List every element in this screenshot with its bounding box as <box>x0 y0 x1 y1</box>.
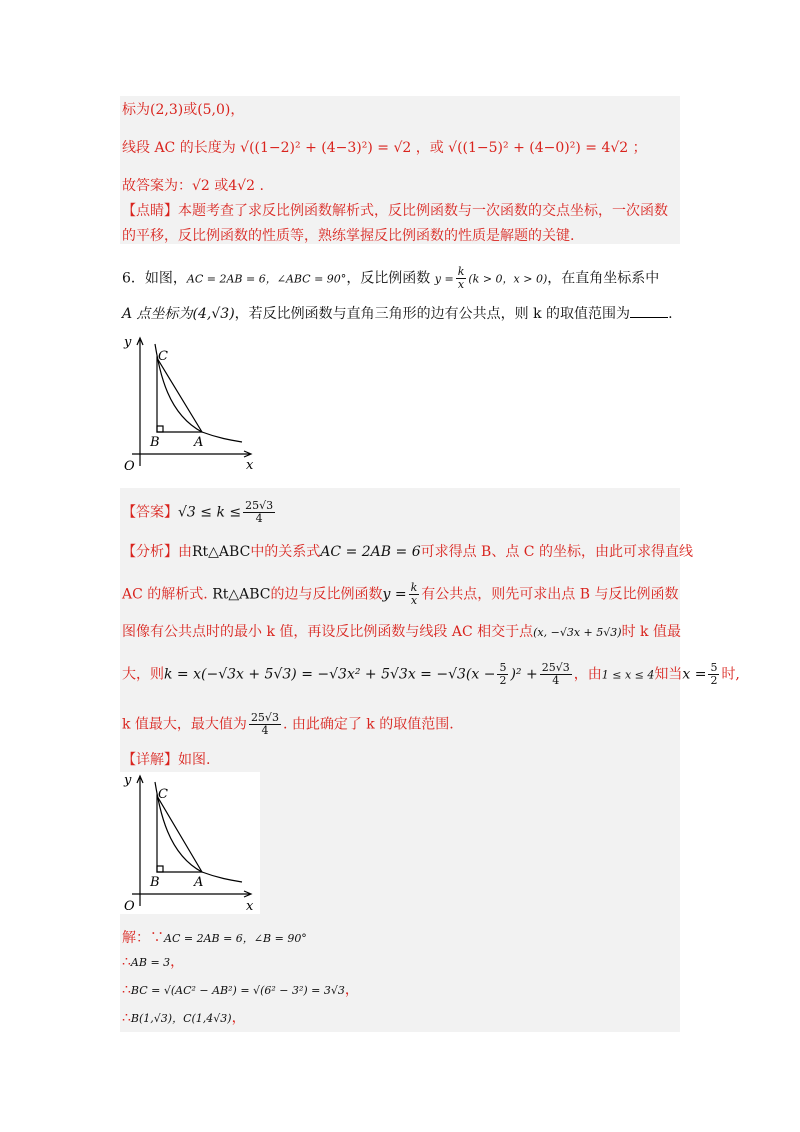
answer-line <box>122 500 277 525</box>
label-y: y <box>124 773 132 788</box>
fraction-numerator: 25√3 <box>541 661 570 674</box>
x-equals: x = <box>682 666 707 683</box>
max-value-fraction <box>540 662 572 687</box>
question-tail: ，在直角坐标系中 <box>547 270 660 287</box>
analysis-text: k 值最大，最大值为 <box>122 716 247 733</box>
label-origin: O <box>124 899 135 914</box>
bc-value: BC = √(AC² − AB²) = √(6² − 3²) = 3√3 <box>130 984 345 997</box>
func-numerator: k <box>457 265 465 278</box>
analysis-text: 可求得点 B、点 C 的坐标，由此可求得直线 <box>420 544 693 560</box>
fraction-denominator: 4 <box>552 674 560 687</box>
answer-lhs: √3 ≤ k ≤ <box>178 504 242 521</box>
right-triangle <box>157 796 202 872</box>
solution-comma: ， <box>344 982 359 998</box>
analysis-text: 时 k 值最 <box>621 624 681 640</box>
question-end: . <box>668 306 673 322</box>
solution-comma: ， <box>170 954 185 970</box>
func-denominator: x <box>410 594 418 607</box>
label-b: B <box>150 875 160 890</box>
question-ask: ，若反比例函数与直角三角形的边有公共点，则 k 的取值范围为 <box>234 306 631 322</box>
analysis-text: 图像有公共点时的最小 k 值， <box>122 624 308 640</box>
solution-given: AC = 2AB = 6，∠B = 90° <box>164 932 307 945</box>
k-expression-part: (x − <box>465 666 496 683</box>
point-a-coords: A 点坐标为(4,√3) <box>122 306 235 322</box>
solution-line-1 <box>122 928 307 949</box>
label-y: y <box>124 335 132 350</box>
analysis-label: 【分析】 <box>122 544 178 560</box>
analysis-line-5 <box>122 712 454 737</box>
ab-value: AB = 3 <box>130 956 171 969</box>
solution-comma: ， <box>231 1010 246 1026</box>
func-denominator: x <box>457 278 465 291</box>
answer-fraction <box>243 500 275 525</box>
analysis-text: 的边与反比例函数 <box>270 586 383 603</box>
solution-line-3 <box>122 980 359 1001</box>
analysis-text: 由 <box>178 544 192 560</box>
func-y: y = <box>434 272 454 286</box>
analysis-line-2 <box>122 582 678 607</box>
dianjing-label: 【点睛】 <box>122 203 178 219</box>
analysis-text: . 由此确定了 k 的取值范围. <box>282 716 454 733</box>
detail-line <box>122 750 210 770</box>
analysis-text: 大，则 <box>122 666 164 683</box>
right-triangle <box>157 358 202 432</box>
analysis-text: 时, <box>721 666 740 683</box>
coords-line: 标为(2,3)或(5,0)， <box>122 102 245 118</box>
label-a: A <box>194 435 204 450</box>
therefore-symbol: ∴ <box>122 954 131 970</box>
dianjing-line-1 <box>122 201 668 221</box>
k-expression-part: )² + <box>510 666 538 683</box>
k-expression: k = x(−√3x + 5√3) = −√3x² + 5√3x = −√3 <box>164 666 466 683</box>
detail-text: 如图. <box>178 752 211 768</box>
question-condition: AC = 2AB = 6，∠ABC = 90° <box>186 272 347 286</box>
func-numerator: k <box>410 581 418 594</box>
therefore-symbol: ∴ <box>122 1010 131 1026</box>
answer-blank[interactable] <box>630 305 668 318</box>
dianjing-text: 本题考查了求反比例函数解析式，反比例函数与一次函数的交点坐标，一次函数 <box>178 203 668 219</box>
fraction-numerator: 5 <box>710 661 718 674</box>
fraction-numerator: 5 <box>499 661 507 674</box>
analysis-line-3 <box>122 622 681 643</box>
right-angle-marker <box>157 866 163 872</box>
question-line-1 <box>122 266 659 291</box>
relation-formula: AC = 2AB = 6 <box>320 544 421 560</box>
answer-denominator: 4 <box>255 512 263 525</box>
intersection-point: (x, −√3x + 5√3) <box>533 626 622 639</box>
fraction-denominator: 2 <box>710 674 718 687</box>
previous-answer-line: 故答案为：√2 或4√2 . <box>122 178 264 194</box>
points-b-c: B(1,√3)，C(1,4√3) <box>130 1012 232 1025</box>
solution-line-4 <box>122 1008 246 1029</box>
dianjing-line-2: 的平移，反比例函数的性质等，熟练掌握反比例函数的性质是解题的关键. <box>122 228 575 244</box>
analysis-text: 再设反比例函数与线段 AC 相交于点 <box>307 624 534 640</box>
analysis-text: 有公共点，则先可求出点 B 与反比例函数 <box>421 586 679 603</box>
x-range: 1 ≤ x ≤ 4 <box>601 668 655 682</box>
label-origin: O <box>124 459 135 474</box>
func-y: y = <box>382 586 407 603</box>
ac-length-line: 线段 AC 的长度为 √((1−2)² + (4−3)²) = √2 ，或 √((1−5)² + (4−0)²) = 4√2 ； <box>122 140 647 156</box>
five-halves-fraction <box>708 662 719 687</box>
fraction-denominator: 4 <box>261 724 269 737</box>
five-halves-fraction <box>497 662 508 687</box>
fraction-denominator: 2 <box>499 674 507 687</box>
analysis-text: 中的关系式 <box>250 544 321 560</box>
func-fraction <box>456 266 467 291</box>
analysis-text: AC 的解析式. <box>122 586 208 603</box>
question-line-2 <box>122 304 673 324</box>
figure-detail <box>120 772 260 914</box>
label-x: x <box>246 899 254 914</box>
analysis-line-4 <box>122 662 740 687</box>
solution-line-2 <box>122 952 184 973</box>
solution-prefix: 解：∵ <box>122 930 164 946</box>
detail-label: 【详解】 <box>122 752 178 768</box>
question-intro: 如图， <box>144 270 187 287</box>
func-condition: (k > 0，x > 0) <box>468 272 548 286</box>
label-c: C <box>158 787 168 802</box>
label-b: B <box>150 435 160 450</box>
question-number: 6． <box>122 270 145 287</box>
analysis-text: ，由 <box>573 666 602 683</box>
answer-numerator: 25√3 <box>245 499 274 512</box>
label-x: x <box>246 458 254 473</box>
figure-question <box>120 334 260 474</box>
question-func-intro: ，反比例函数 <box>346 270 431 287</box>
rt-triangle-symbol: Rt△ABC <box>192 544 251 560</box>
analysis-text: 知当 <box>654 666 683 683</box>
therefore-symbol: ∴ <box>122 982 131 998</box>
func-fraction <box>409 582 420 607</box>
max-value-fraction <box>249 712 281 737</box>
answer-label: 【答案】 <box>122 504 178 521</box>
label-a: A <box>194 875 204 890</box>
label-c: C <box>158 349 168 364</box>
right-angle-marker <box>157 426 163 432</box>
rt-triangle-symbol: Rt△ABC <box>212 586 271 603</box>
fraction-numerator: 25√3 <box>250 711 279 724</box>
analysis-line-1 <box>122 542 693 562</box>
